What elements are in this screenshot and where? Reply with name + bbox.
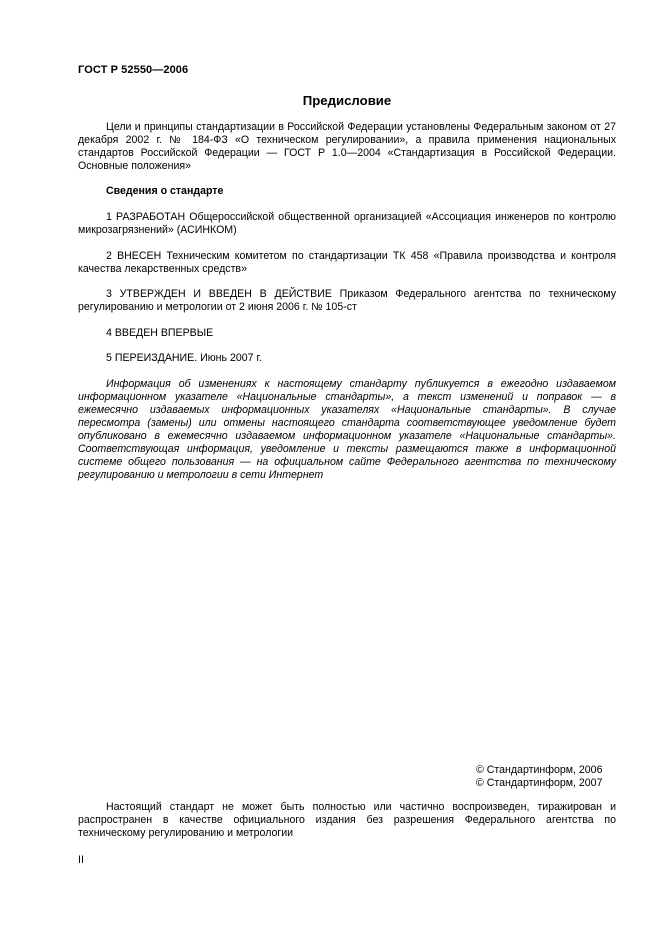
- notice-paragraph: Информация об изменениях к настоящему стандарту публикуется в ежегодно издаваемом информационном указателе «Национальные стандарты», а текст изменений и поправок — в ежемесячно издаваемых информационных указателях «Национальные стандарты». В случае пересмотра (замены) или отмены настоящего стандарта соответствующее уведомление будет опубликовано в ежемесячно издаваемом информационном указателе «Национальные стандарты». Соответствующая информация, уведомление и тексты размещаются также в информационной системе общего пользования — на официальном сайте Федерального агентства по техническому регулированию и метрологии в сети Интернет: [78, 378, 616, 481]
- copyright-line: © Стандартинформ, 2006: [476, 764, 603, 776]
- list-item: 3 УТВЕРЖДЕН И ВВЕДЕН В ДЕЙСТВИЕ Приказом Федерального агентства по техническому регулированию и метрологии от 2 июня 2006 г. № 105-ст: [78, 288, 616, 313]
- list-item: 4 ВВЕДЕН ВПЕРВЫЕ: [106, 327, 214, 339]
- list-item: 1 РАЗРАБОТАН Общероссийской общественной организацией «Ассоциация инженеров по контролю микрозагрязнений» (АСИНКОМ): [78, 211, 616, 236]
- page-title: Предисловие: [302, 93, 392, 108]
- list-item: 2 ВНЕСЕН Техническим комитетом по стандартизации ТК 458 «Правила производства и контроля качества лекарственных средств»: [78, 250, 616, 275]
- page-number: II: [78, 854, 84, 866]
- standard-number: ГОСТ Р 52550—2006: [78, 64, 189, 76]
- info-heading: Сведения о стандарте: [106, 185, 224, 197]
- intro-paragraph: Цели и принципы стандартизации в Российской Федерации установлены Федеральным законом от 27 декабря 2002 г. № 184-ФЗ «О техническом регулировании», а правила применения национальных стандартов Российской Федерации — ГОСТ Р 1.0—2004 «Стандартизация в Российской Федерации. Основные положения»: [78, 121, 616, 172]
- reproduction-notice: Настоящий стандарт не может быть полностью или частично воспроизведен, тиражирован и распространен в качестве официального издания без разрешения Федерального агентства по техническому регулированию и метрологии: [78, 801, 616, 839]
- copyright-line: © Стандартинформ, 2007: [476, 777, 603, 789]
- list-item: 5 ПЕРЕИЗДАНИЕ. Июнь 2007 г.: [106, 352, 263, 364]
